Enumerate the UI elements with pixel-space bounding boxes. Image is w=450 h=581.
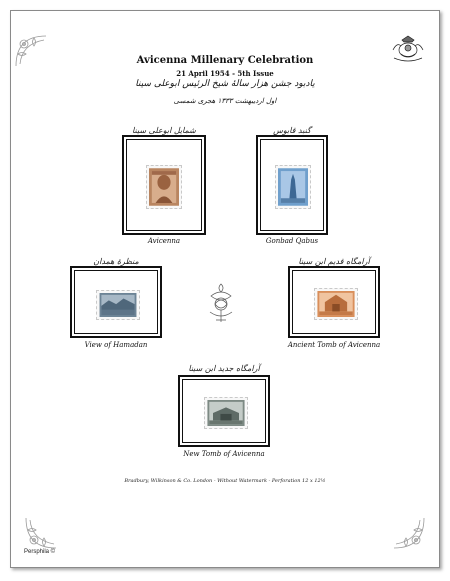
- printing-note: Bradbury, Wilkinson & Co. London - Without Watermark - Perforation 12 x 12½: [124, 478, 326, 484]
- stamp-mount: [288, 266, 380, 338]
- stamp-avicenna[interactable]: [146, 165, 182, 209]
- stamp-label-english: View of Hamadan: [84, 341, 148, 349]
- stamp-mount: [122, 135, 206, 235]
- page-subtitle: 21 April 1954 - 5th Issue: [176, 69, 274, 78]
- stamp-mount: [178, 375, 270, 447]
- stamp-ancient-tomb[interactable]: [314, 288, 358, 320]
- stamp-image: [278, 168, 308, 206]
- stamp-image: [99, 293, 137, 317]
- stamp-label-persian: شمایل ابوعلی سینا: [132, 126, 196, 135]
- page-title: Avicenna Millenary Celebration: [136, 55, 314, 66]
- stamp-image: [207, 400, 245, 426]
- stamp-mount: [70, 266, 162, 338]
- copyright: Persphila ©: [24, 549, 56, 555]
- persian-date: اول اردیبهشت ۱۳۳۳ هجری شمسی: [173, 97, 277, 105]
- stamp-new-tomb[interactable]: [204, 397, 248, 429]
- stamp-label-english: Gonbad Qabus: [265, 237, 319, 245]
- stamp-label-persian: منظرهٔ همدان: [93, 257, 139, 266]
- stamp-gonbad-qabus[interactable]: [275, 165, 311, 209]
- monogram-ornament-icon: [206, 282, 236, 324]
- stamp-label-persian: آرامگاه جدید ابن سینا: [188, 364, 260, 373]
- stamp-image: [317, 291, 355, 317]
- stamp-view-of-hamadan[interactable]: [96, 290, 140, 320]
- persian-title: یادبود جشن هزار سالهٔ شیخ الرئیس ابوعلی سینا: [135, 79, 315, 89]
- stamp-label-english: Ancient Tomb of Avicenna: [287, 341, 381, 349]
- stamp-mount: [256, 135, 328, 235]
- stamp-image: [149, 168, 179, 206]
- stamp-label-english: Avicenna: [147, 237, 181, 245]
- stamp-label-persian: آرامگاه قدیم ابن سینا: [298, 257, 370, 266]
- stamp-label-persian: گنبد قابوس: [273, 126, 311, 135]
- floral-corner-ornament-icon: [392, 516, 426, 550]
- floral-corner-ornament-icon: [24, 516, 58, 550]
- stamp-label-english: New Tomb of Avicenna: [183, 450, 265, 458]
